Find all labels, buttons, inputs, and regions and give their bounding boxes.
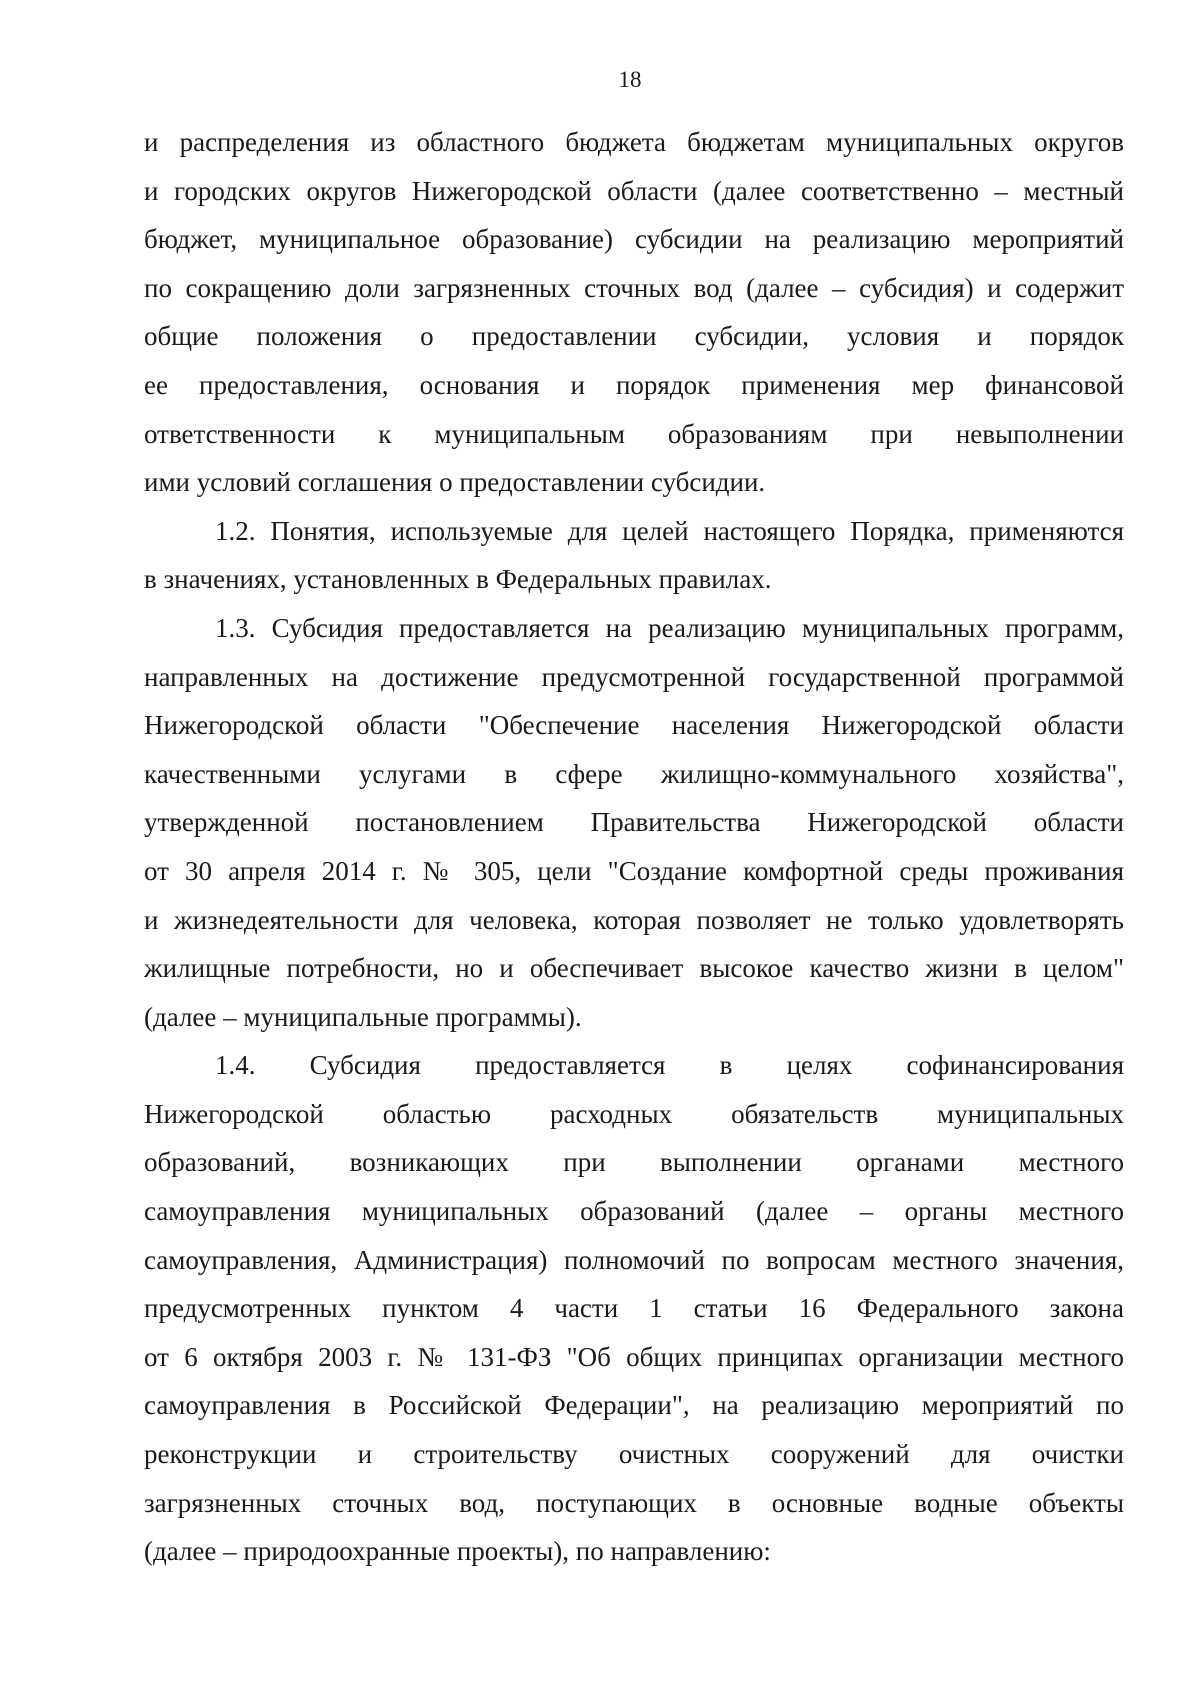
text-line: направленных на достижение предусмотренной государственной программой xyxy=(144,661,1124,692)
text-line: от 30 апреля 2014 г. № 305, цели "Создание комфортной среды проживания xyxy=(144,855,1124,886)
text-line: 1.2. Понятия, используемые для целей настоящего Порядка, применяются xyxy=(215,515,1124,546)
text-line: (далее – природоохранные проекты), по направлению: xyxy=(144,1536,771,1567)
text-line: ее предоставления, основания и порядок применения мер финансовой xyxy=(144,369,1124,400)
text-line: ответственности к муниципальным образованиям при невыполнении xyxy=(144,418,1124,449)
text-line: ими условий соглашения о предоставлении субсидии. xyxy=(144,467,766,498)
text-line: по сокращению доли загрязненных сточных вод (далее – субсидия) и содержит xyxy=(144,272,1124,303)
text-line: самоуправления, Администрация) полномочий по вопросам местного значения, xyxy=(144,1244,1124,1275)
text-line: бюджет, муниципальное образование) субсидии на реализацию мероприятий xyxy=(144,224,1124,255)
text-line: реконструкции и строительству очистных сооружений для очистки xyxy=(144,1439,1124,1470)
paragraph-continuation xyxy=(144,118,1124,507)
text-line: и жизнедеятельности для человека, которая позволяет не только удовлетворять xyxy=(144,904,1124,935)
text-line: жилищные потребности, но и обеспечивает высокое качество жизни в целом" xyxy=(144,953,1124,984)
document-body xyxy=(144,118,1124,1576)
paragraph-1-3 xyxy=(144,604,1124,1041)
text-line: загрязненных сточных вод, поступающих в основные водные объекты xyxy=(144,1487,1124,1518)
text-line: от 6 октября 2003 г. № 131-ФЗ "Об общих принципах организации местного xyxy=(144,1341,1124,1372)
text-line: в значениях, установленных в Федеральных правилах. xyxy=(144,564,772,595)
text-line: Нижегородской областью расходных обязательств муниципальных xyxy=(144,1098,1124,1129)
text-line: 1.4. Субсидия предоставляется в целях софинансирования xyxy=(215,1050,1124,1081)
text-line: 1.3. Субсидия предоставляется на реализацию муниципальных программ, xyxy=(215,612,1124,643)
text-line: (далее – муниципальные программы). xyxy=(144,1001,582,1032)
text-line: самоуправления муниципальных образований (далее – органы местного xyxy=(144,1196,1124,1227)
text-line: и распределения из областного бюджета бюджетам муниципальных округов xyxy=(144,127,1124,157)
text-line: Нижегородской области "Обеспечение населения Нижегородской области xyxy=(144,710,1124,741)
text-line: самоуправления в Российской Федерации", на реализацию мероприятий по xyxy=(144,1390,1124,1421)
text-line: общие положения о предоставлении субсидии, условия и порядок xyxy=(144,321,1124,352)
text-line: предусмотренных пунктом 4 части 1 статьи 16 Федерального закона xyxy=(144,1293,1124,1324)
text-line: образований, возникающих при выполнении органами местного xyxy=(144,1147,1124,1178)
paragraph-1-4 xyxy=(144,1041,1124,1576)
text-line: и городских округов Нижегородской области (далее соответственно – местный xyxy=(144,175,1124,206)
page-number: 18 xyxy=(618,67,642,92)
text-line: утвержденной постановлением Правительства Нижегородской области xyxy=(144,807,1124,838)
text-line: качественными услугами в сфере жилищно-коммунального хозяйства", xyxy=(144,758,1124,789)
paragraph-1-2 xyxy=(144,507,1124,604)
